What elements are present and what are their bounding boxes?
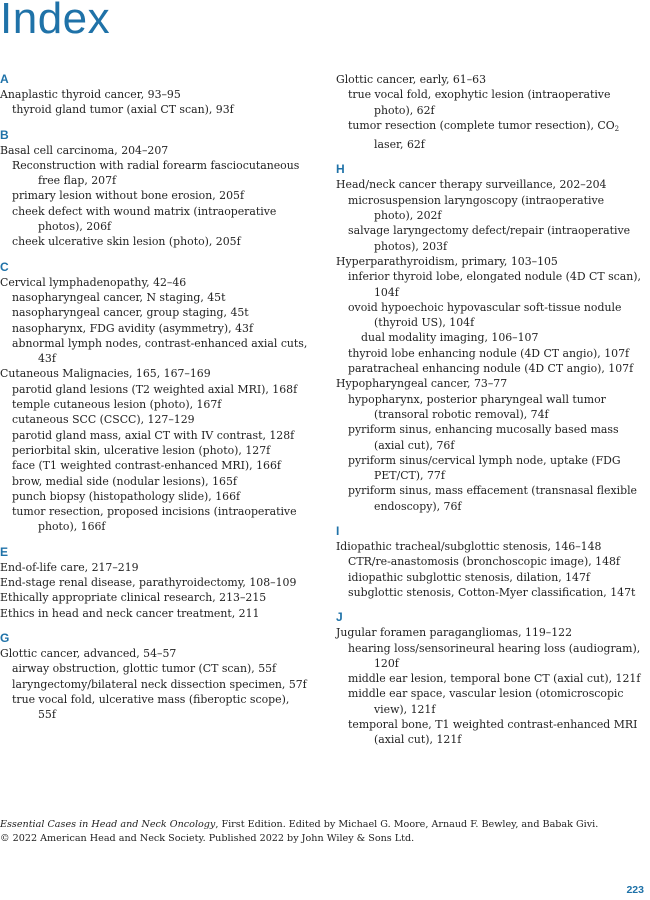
index-subentry: paratracheal enhancing nodule (4D CT angio), 107f xyxy=(348,362,634,376)
section-letter: J xyxy=(336,610,343,625)
index-subentry: face (T1 weighted contrast-enhanced MRI), 166f xyxy=(12,459,281,473)
section-letter: C xyxy=(0,259,9,274)
index-entry: Glottic cancer, advanced, 54–57 xyxy=(0,646,177,660)
index-entry: Glottic cancer, early, 61–63 xyxy=(336,73,487,86)
index-subentry: nasopharyngeal cancer, group staging, 45t xyxy=(12,306,249,320)
index-column-right xyxy=(336,72,646,748)
index-subentry: inferior thyroid lobe, elongated nodule (4D CT scan), 104f xyxy=(348,270,641,299)
index-subentry: ovoid hypoechoic hypovascular soft-tissue nodule (thyroid US), 104f xyxy=(348,300,622,330)
section-letter: E xyxy=(0,544,9,559)
index-subentry: salvage laryngectomy defect/repair (intraoperative photos), 203f xyxy=(348,224,631,253)
index-subentry: temple cutaneous lesion (photo), 167f xyxy=(12,398,222,412)
index-subentry: temporal bone, T1 weighted contrast-enhanced MRI (axial cut), 121f xyxy=(348,717,638,747)
index-subentry: brow, medial side (nodular lesions), 165f xyxy=(12,474,237,488)
index-entry: Head/neck cancer therapy surveillance, 202–204 xyxy=(336,178,607,192)
index-subentry: idiopathic subglottic stenosis, dilation, 147f xyxy=(348,570,590,584)
index-subentry: true vocal fold, exophytic lesion (intraoperative photo), 62f xyxy=(348,88,611,117)
index-entry: Ethically appropriate clinical research, 213–215 xyxy=(0,591,267,605)
index-subentry: true vocal fold, ulcerative mass (fiberoptic scope), 55f xyxy=(12,692,290,722)
index-subentry: Reconstruction with radial forearm fasciocutaneous free flap, 207f xyxy=(12,158,300,188)
index-subentry: parotid gland lesions (T2 weighted axial MRI), 168f xyxy=(12,382,298,396)
subscript: 2 xyxy=(614,124,620,133)
index-subentry xyxy=(336,118,646,153)
index-entry: Ethics in head and neck cancer treatment, 211 xyxy=(0,606,260,620)
footer-line-2: © 2022 American Head and Neck Society. Published 2022 by John Wiley & Sons Ltd. xyxy=(0,833,415,844)
subentry-text: tumor resection (complete tumor resection), CO xyxy=(348,118,615,132)
section-letter: A xyxy=(0,72,9,86)
index-subentry: periorbital skin, ulcerative lesion (photo), 127f xyxy=(12,443,271,457)
index-subentry: laryngectomy/bilateral neck dissection specimen, 57f xyxy=(12,677,307,691)
index-subentry: pyriform sinus/cervical lymph node, uptake (FDG PET/CT), 77f xyxy=(348,453,621,483)
index-entry: Anaplastic thyroid cancer, 93–95 xyxy=(0,88,181,101)
index-subentry: tumor resection, proposed incisions (intraoperative photo), 166f xyxy=(12,505,297,534)
index-subentry: nasopharynx, FDG avidity (asymmetry), 43f xyxy=(12,321,253,335)
index-subentry: CTR/re-anastomosis (bronchoscopic image), 148f xyxy=(348,555,620,569)
index-subentry: airway obstruction, glottic tumor (CT scan), 55f xyxy=(12,662,277,676)
index-subentry: dual modality imaging, 106–107 xyxy=(361,331,539,345)
section-letter: I xyxy=(336,524,340,539)
index-entry: Cutaneous Malignacies, 165, 167–169 xyxy=(0,367,211,381)
page-title: Index xyxy=(0,0,111,43)
footer-line-1-rest: , First Edition. Edited by Michael G. Moore, Arnaud F. Bewley, and Babak Givi. xyxy=(215,819,599,830)
index-column-left xyxy=(0,72,310,722)
index-entry: Hyperparathyroidism, primary, 103–105 xyxy=(336,254,558,268)
subentry-text-after: laser, 62f xyxy=(374,138,425,152)
index-subentry: middle ear space, vascular lesion (otomicroscopic view), 121f xyxy=(348,687,624,716)
index-subentry: thyroid gland tumor (axial CT scan), 93f xyxy=(12,103,234,117)
index-subentry: pyriform sinus, enhancing mucosally based mass (axial cut), 76f xyxy=(348,423,619,452)
index-subentry: middle ear lesion, temporal bone CT (axial cut), 121f xyxy=(348,672,641,686)
index-subentry: cutaneous SCC (CSCC), 127–129 xyxy=(12,413,195,427)
index-entry: Basal cell carcinoma, 204–207 xyxy=(0,143,169,157)
index-subentry: nasopharyngeal cancer, N staging, 45t xyxy=(12,290,226,304)
index-entry: Idiopathic tracheal/subglottic stenosis, 146–148 xyxy=(336,540,602,554)
index-subentry: hypopharynx, posterior pharyngeal wall tumor (transoral robotic removal), 74f xyxy=(348,392,606,421)
index-entry: End-of-life care, 217–219 xyxy=(0,560,139,574)
index-subentry: punch biopsy (histopathology slide), 166f xyxy=(12,489,241,503)
copyright-footer xyxy=(0,818,640,846)
index-entry: End-stage renal disease, parathyroidectomy, 108–109 xyxy=(0,576,297,590)
section-letter: G xyxy=(0,630,10,645)
index-subentry: cheek ulcerative skin lesion (photo), 205f xyxy=(12,235,241,249)
book-title: Essential Cases in Head and Neck Oncology xyxy=(0,819,216,830)
section-letter: H xyxy=(336,162,345,177)
index-subentry: thyroid lobe enhancing nodule (4D CT angio), 107f xyxy=(348,346,630,360)
index-subentry: primary lesion without bone erosion, 205f xyxy=(12,189,244,203)
footer-line-1 xyxy=(0,818,640,832)
index-subentry: subglottic stenosis, Cotton-Myer classification, 147t xyxy=(348,585,636,599)
index-subentry: microsuspension laryngoscopy (intraoperative photo), 202f xyxy=(348,193,605,223)
index-subentry: pyriform sinus, mass effacement (transnasal flexible endoscopy), 76f xyxy=(348,484,638,513)
index-entry: Hypopharyngeal cancer, 73–77 xyxy=(336,377,508,391)
index-subentry: cheek defect with wound matrix (intraoperative photos), 206f xyxy=(12,204,277,234)
index-subentry: hearing loss/sensorineural hearing loss (audiogram), 120f xyxy=(348,641,641,670)
section-letter: B xyxy=(0,127,9,142)
index-entry: Jugular foramen paragangliomas, 119–122 xyxy=(336,626,573,640)
index-subentry: parotid gland mass, axial CT with IV contrast, 128f xyxy=(12,428,295,442)
index-entry: Cervical lymphadenopathy, 42–46 xyxy=(0,275,187,289)
index-subentry: abnormal lymph nodes, contrast-enhanced axial cuts, 43f xyxy=(12,336,308,366)
page-number: 223 xyxy=(626,884,644,896)
